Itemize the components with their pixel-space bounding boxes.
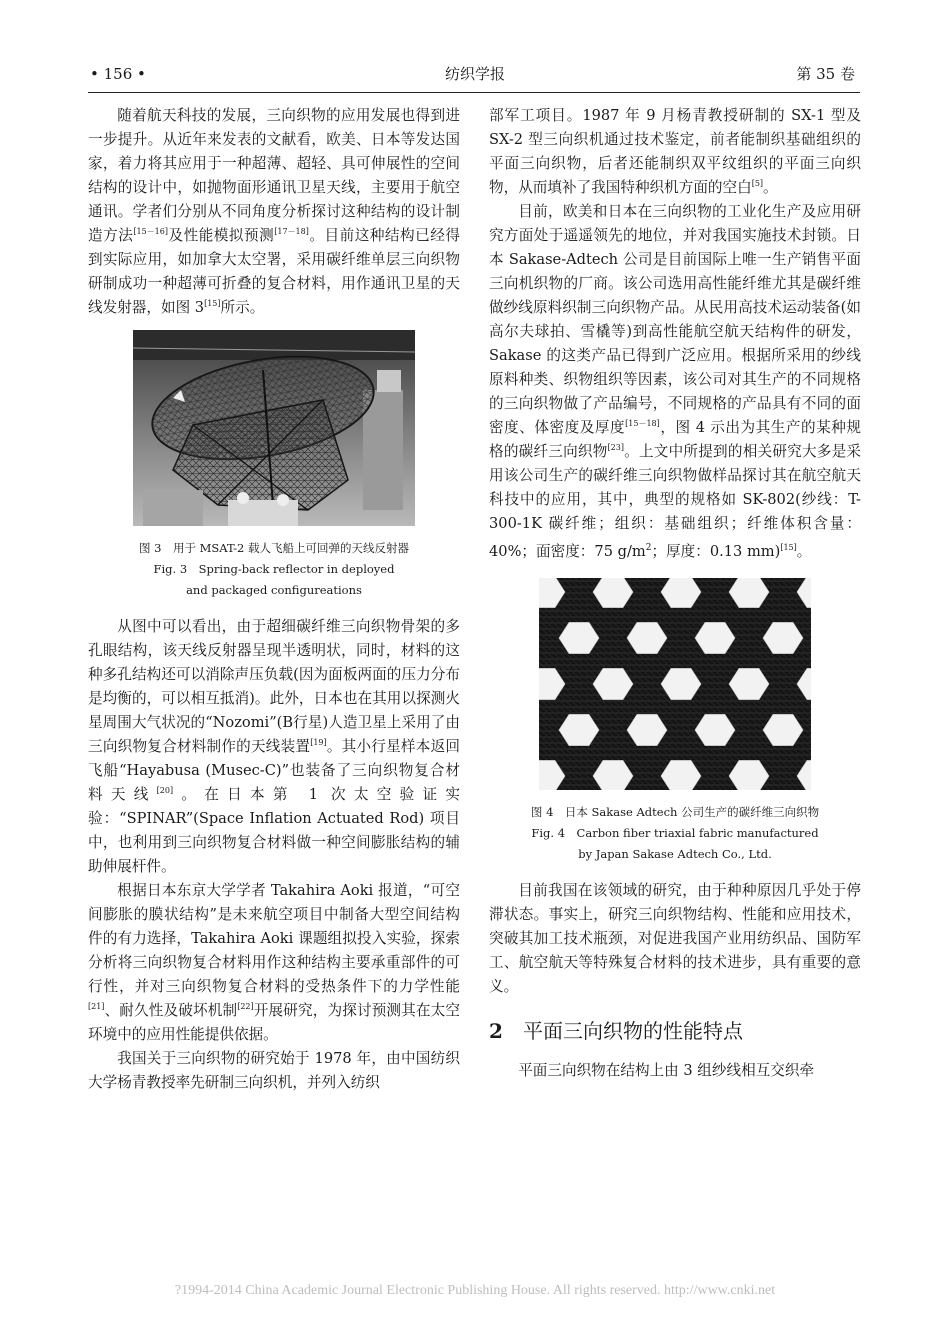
figure-4 (489, 578, 861, 865)
right-column (489, 104, 861, 1083)
citation: [5] (751, 179, 764, 188)
citation: [22] (237, 1002, 254, 1011)
figure-3-caption-cn: 图 3 用于 MSAT-2 载人飞船上可回弹的天线反射器 (138, 541, 409, 555)
citation: [20] (156, 786, 174, 795)
paragraph: 我国关于三向织物的研究始于 1978 年，由中国纺织大学杨青教授率先研制三向织机，并列入纺织 (88, 1050, 460, 1091)
section-heading (489, 1017, 861, 1045)
section-title: 平面三向织物的性能特点 (523, 1018, 743, 1043)
figure-3 (88, 330, 460, 601)
triaxial-fabric-photo (539, 578, 811, 790)
citation: [23] (607, 443, 624, 452)
figure-3-caption-en: Fig. 3 Spring-back reflector in deployed (153, 562, 395, 576)
paragraph: 平面三向织物在结构上由 3 组纱线相互交织牵 (518, 1061, 815, 1079)
citation: [15] (204, 299, 221, 308)
figure-4-caption-en: Fig. 4 Carbon fiber triaxial fabric manufactured (531, 825, 819, 840)
paragraph: 随着航天科技的发展，三向织物的应用发展也得到进一步提升。从近年来发表的文献看，欧美、日本等发达国家，着力将其应用于一种超薄、超轻、具可伸展性的空间结构的设计中，如抛物面形通讯卫星天线，主要用于航空通讯。学者们分别从不同角度分析探讨这种结构的设计制造方法[15－16]及性能模拟预测[17－18]。目前这种结构已经得到实际应用，如加拿大太空署，采用碳纤维单层三向织物研制成功一种超薄可折叠的复合材料，用作通讯卫星的天线发射器，如图 3[15]所示。 (88, 107, 460, 316)
citation: [15－16] (133, 227, 168, 236)
paragraph: 部军工项目。1987 年 9 月杨青教授研制的 SX-1 型及 SX-2 型三向织机通过技术鉴定，前者能制织基础组织的平面三向织物，后者还能制织双平纹组织的平面三向织物，从而填补了我国特种织机方面的空白[5]。 (489, 107, 861, 196)
left-column (88, 104, 460, 1095)
header-rule (88, 92, 860, 93)
copyright-footer: ?1994-2014 China Academic Journal Electronic Publishing House. All rights reserved. http://www.cnki.net (174, 1283, 776, 1298)
section-number: 2 (489, 1018, 503, 1043)
citation: [19] (310, 738, 327, 747)
paragraph: 目前，欧美和日本在三向织物的工业化生产及应用研究方面处于遥遥领先的地位，并对我国实施技术封锁。日本 Sakase-Adtech 公司是目前国际上唯一生产销售平面三向机织物的厂商。该公司选用高性能纤维尤其是碳纤维做纱线原料织制三向织物产品。从民用高技术运动装备(如高尔夫球拍、雪橇等)到高性能航空航天结构件的研发，Sakase 的这类产品已得到广泛应用。根据所采用的纱线原料种类、织物组织等因素，该公司对其生产的不同规格的三向织物做了产品编号，不同规格的产品具有不同的面密度、体密度及厚度[15－18]，图 4 示出为其生产的某种规格的碳纤三向织物[23]。上文中所提到的相关研究大多是采用该公司生产的碳纤维三向织物做样品探讨其在航空航天科技中的应用，其中，典型的规格如 SK-802(纱线：T-300-1K 碳纤维；组织：基础组织；纤维体积含量：40%；面密度：75 $g/m^2$；厚度：0.13 mm)[15]。 (489, 203, 861, 560)
citation: [17－18] (274, 227, 309, 236)
antenna-reflector-photo (133, 330, 415, 526)
superscript: 2 (645, 543, 652, 553)
citation: [15] (780, 542, 797, 552)
citation: [15－18] (625, 419, 660, 428)
paragraph: 根据日本东京大学学者 Takahira Aoki 报道，“可空间膨胀的膜状结构”是未来航空项目中制备大型空间结构件的有力选择，Takahira Aoki 课题组拟投入实验，探索分析将三向织物复合材料用作这种结构主要承重部件的可行性，并对三向织物复合材料的受热条件下的力学性能[21]、耐久性及破坏机制[22]开展研究，为探讨预测其在太空环境中的应用性能提供依据。 (88, 882, 460, 1043)
figure-4-caption-cn: 图 4 日本 Sakase Adtech 公司生产的碳纤维三向织物 (530, 804, 820, 819)
paragraph: 从图中可以看出，由于超细碳纤维三向织物骨架的多孔眼结构，该天线反射器呈现半透明状，同时，材料的这种多孔结构还可以消除声压负载(因为面板两面的压力分布是均衡的，可以相互抵消)。此外，日本也在其用以探测火星周围大气状况的“Nozomi”(B行星)人造卫星上采用了由三向织物复合材料制作的天线装置[19]。其小行星样本返回飞船“Hayabusa (Musec-C)”也装备了三向织物复合材料天线[20]。在日本第 1 次太空验证实验：“SPINAR”(Space Inflation Actuated Rod) 项目中，也利用到三向织物复合材料做一种空间膨胀结构的辅助伸展杆件。 (88, 618, 460, 875)
figure-3-caption-en: and packaged configureations (186, 583, 362, 597)
citation: [21] (88, 1002, 105, 1011)
journal-title: 纺织学报 (444, 65, 505, 83)
page-number: • 156 • (90, 65, 146, 83)
figure-4-caption-en: by Japan Sakase Adtech Co., Ltd. (578, 846, 772, 861)
volume-label: 第 35 卷 (796, 65, 855, 83)
paragraph: 目前我国在该领域的研究，由于种种原因几乎处于停滞状态。事实上，研究三向织物结构、性能和应用技术，突破其加工技术瓶颈，对促进我国产业用纺织品、国防军工、航空航天等特殊复合材料的技术进步，具有重要的意义。 (489, 881, 861, 995)
